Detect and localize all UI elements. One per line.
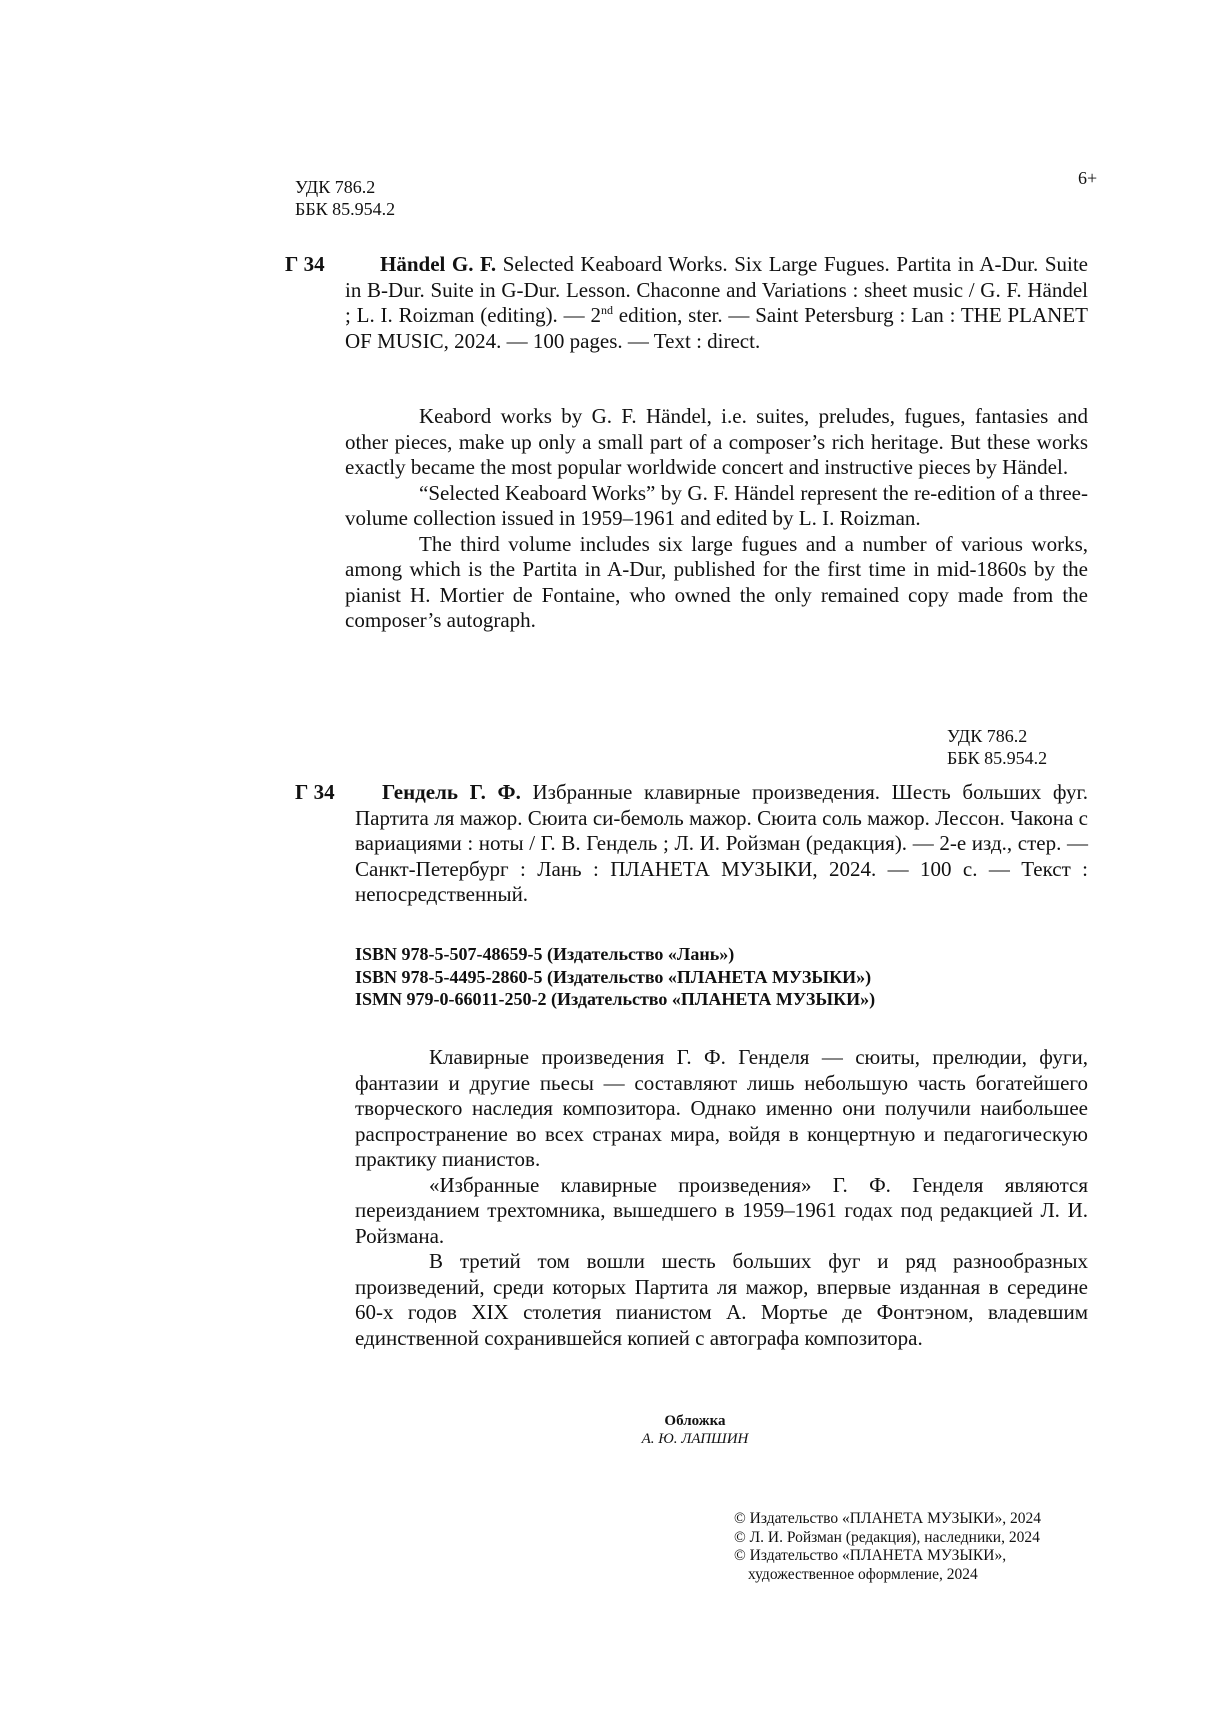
russian-entry-code: Г 34 (295, 780, 335, 804)
english-annotation-paragraph: The third volume includes six large fugues and a number of various works, among which is the Partita in A-Dur, published for the first time in mid-1860s by the pianist H. Mortier de Fontaine, who owned the only remained copy made from the composer’s autograph. (345, 531, 1088, 632)
copyright-line: © Л. И. Ройзман (редакция), наследники, 2024 (734, 1528, 1040, 1546)
copyright-line: © Издательство «ПЛАНЕТА МУЗЫКИ», 2024 (734, 1510, 1041, 1527)
english-annotation (345, 404, 1088, 634)
russian-annotation (355, 1045, 1088, 1351)
english-entry-title: Selected Keaboard Works. Six Large Fugues. Partita in A-Dur. Suite in B-Dur. Suite in G-Dur. Lesson. Chaconne and Variations : sheet music / G. F. Händel ; L. I. Roizman (editing). — 2 (345, 252, 1088, 327)
cover-label: Обложка (664, 1413, 726, 1429)
english-entry (345, 252, 1088, 354)
cover-artist: А. Ю. ЛАПШИН (641, 1431, 749, 1447)
bbk-top: ББК 85.954.2 (295, 199, 396, 219)
english-entry-edition-sup: nd (600, 303, 613, 317)
copyright-block (734, 1510, 1041, 1584)
udk-top: УДК 786.2 (295, 177, 376, 197)
russian-annotation-paragraph: Клавирные произведения Г. Ф. Генделя — сюиты, прелюдии, фуги, фантазии и другие пьесы — составляют лишь небольшую часть богатейшего творческого наследия композитора. Однако именно они получили наибольшее распространение во всех странах мира, войдя в концертную и педагогическую практику пианистов. (355, 1045, 1088, 1171)
udk-russian: УДК 786.2 (947, 726, 1028, 746)
russian-entry-author: Гендель Г. Ф. (382, 780, 521, 804)
isbn-line: ISBN 978-5-4495-2860-5 (Издательство «ПЛАНЕТА МУЗЫКИ») (355, 966, 872, 987)
russian-entry-rest: Избранные клавирные произведения. Шесть больших фуг. Партита ля мажор. Сюита си-бемоль мажор. Сюита соль мажор. Лессон. Чакона с вариациями : ноты / Г. В. Гендель ; Л. И. Ройзман (редакция). — 2-е изд., стер. — Санкт-Петербург : Лань : ПЛАНЕТА МУЗЫКИ, 2024. — 100 с. — Текст : непосредственный. (355, 780, 1088, 906)
russian-annotation-paragraph: «Избранные клавирные произведения» Г. Ф. Генделя являются переизданием трехтомника, вышедшего в 1959–1961 годах под редакцией Л. И. Ройзмана. (355, 1172, 1088, 1248)
russian-entry (355, 780, 1088, 908)
english-entry-rest: edition, ster. — Saint Petersburg : Lan : THE PLANET OF MUSIC, 2024. — 100 pages. — Text : direct. (345, 303, 1088, 353)
isbn-line: ISBN 978-5-507-48659-5 (Издательство «Лань») (355, 944, 735, 964)
isbn-block (355, 943, 875, 1011)
english-entry-author: Händel G. F. (380, 252, 497, 276)
english-annotation-paragraph: Keabord works by G. F. Händel, i.e. suites, preludes, fugues, fantasies and other pieces, make up only a small part of a composer’s rich heritage. But these works exactly became the most popular worldwide concert and instructive pieces by Händel. (345, 404, 1088, 479)
bbk-russian: ББК 85.954.2 (947, 748, 1048, 768)
russian-annotation-paragraph: В третий том вошли шесть больших фуг и ряд разнообразных произведений, среди которых Партита ля мажор, впервые изданная в середине 60-х годов XIX столетия пианистом А. Мортье де Фонтэном, владевшим единственной сохранившейся копией с автографа композитора. (355, 1249, 1088, 1350)
english-entry-code: Г 34 (285, 252, 325, 276)
english-annotation-paragraph: “Selected Keaboard Works” by G. F. Händel represent the re-edition of a three-volume collection issued in 1959–1961 and edited by L. I. Roizman. (345, 480, 1088, 530)
age-rating: 6+ (1078, 168, 1098, 188)
copyright-line: художественное оформление, 2024 (748, 1565, 978, 1583)
copyright-line: © Издательство «ПЛАНЕТА МУЗЫКИ», (734, 1547, 1007, 1564)
isbn-line: ISMN 979-0-66011-250-2 (Издательство «ПЛАНЕТА МУЗЫКИ») (355, 989, 876, 1009)
